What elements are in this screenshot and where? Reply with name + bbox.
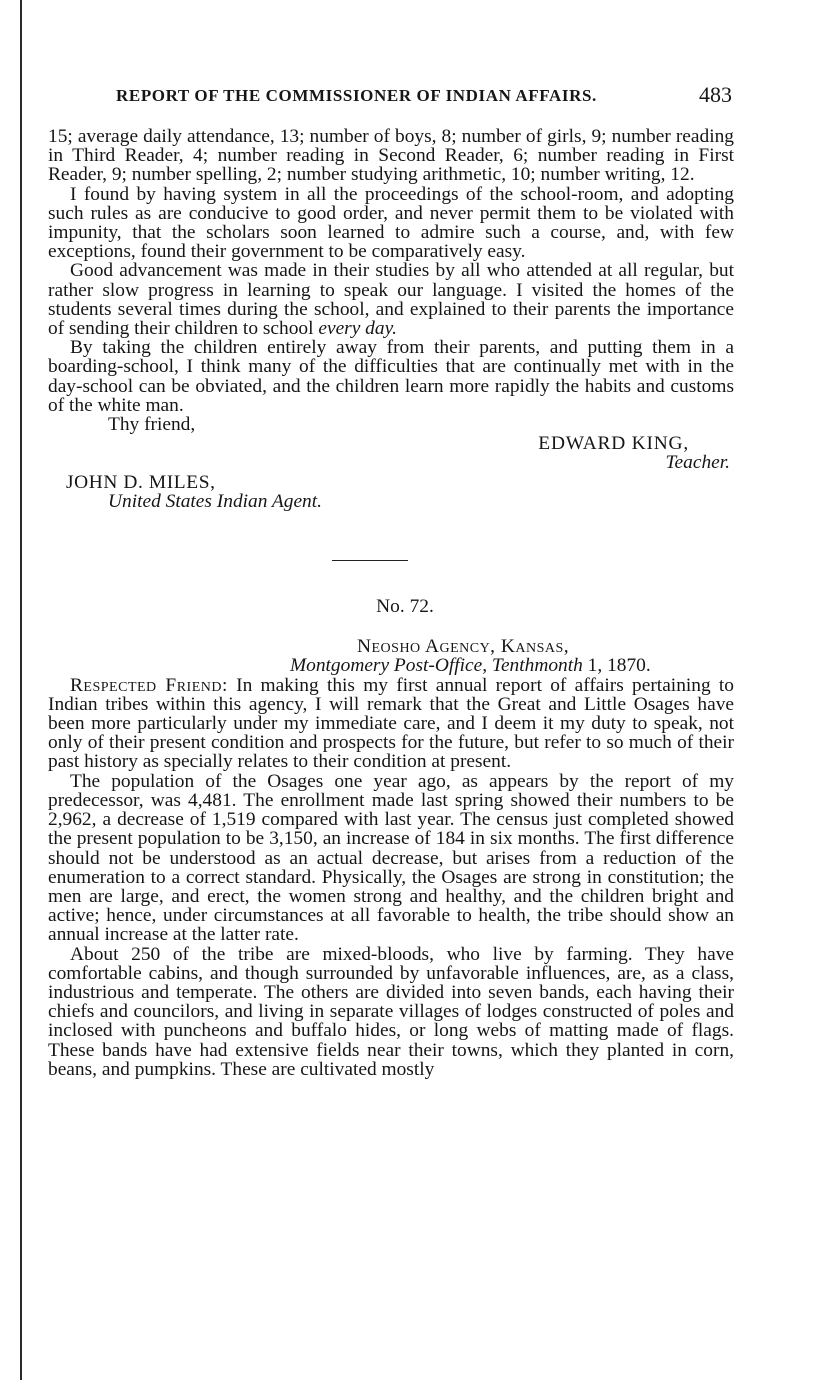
signer-name: EDWARD KING, bbox=[538, 433, 689, 455]
section-separator bbox=[332, 560, 408, 561]
letter1-paragraph-2: I found by having system in all the proceedings of the school-room, and adopting such rules as are conducive to good order, and never permit them to be violated with impunity, that the scholars soon learned to admire such a course, and, with few exceptions, found their government to be comparatively easy. bbox=[48, 183, 734, 263]
page-number: 483 bbox=[699, 82, 732, 107]
running-title: REPORT OF THE COMMISSIONER OF INDIAN AFFAIRS. bbox=[116, 86, 597, 105]
page-body bbox=[48, 127, 734, 1079]
letter2-paragraph-2: The population of the Osages one year ago, as appears by the report of my predecessor, was 4,481. The enrollment made last spring showed their numbers to be 2,962, a decrease of 1,519 compared with last year. The census just completed showed the present population to be 3,150, an increase of 184 in six months. The first difference should not be understood as an actual decrease, but arises from a reduction of the enumeration to a correct standard. Physically, the Osages are strong in constitution; the men are large, and erect, the women strong and healthy, and the children bright and active; hence, under circumstances at all favorable to health, the tribe should show an annual increase at the latter rate. bbox=[48, 770, 734, 946]
letter2-paragraph-1 bbox=[48, 676, 734, 772]
letter2-salutation: Respected Friend: bbox=[70, 674, 228, 696]
letter2-dateline bbox=[290, 656, 734, 675]
letter1-paragraph-4: By taking the children entirely away from their parents, and putting them in a boarding-school, I think many of the difficulties that are continually met with in the day-school can be obviated, and the children learn more rapidly the habits and customs of the white man. bbox=[48, 337, 734, 416]
addressee-title: United States Indian Agent. bbox=[108, 490, 322, 512]
letter1-paragraph-3-text: Good advancement was made in their studies by all who attended at all regular, but rather slow progress in learning to speak our language. I visited the homes of the students several times during the school, and explained to their parents the importance of sending their children to school bbox=[48, 260, 734, 340]
closing-salutation: Thy friend, bbox=[108, 414, 196, 436]
running-header bbox=[116, 82, 736, 112]
dateline-date: 1, 1870. bbox=[587, 655, 651, 677]
letter2-place: Neosho Agency, Kansas, bbox=[357, 636, 570, 658]
document-number: No. 72. bbox=[376, 596, 434, 618]
letter2-paragraph-1-text: In making this my first annual report of affairs pertaining to Indian tribes within this agency, I will remark that the Great and Little Osages have been more particularly under my immediate care, and I deem it my duty to speak, not only of their present condition and prospects for the future, but refer to so much of their past history as specially relates to their condition at present. bbox=[48, 674, 734, 773]
signer-title: Teacher. bbox=[665, 452, 730, 474]
page-edge-rule bbox=[20, 0, 22, 1380]
letter2-paragraph-3: About 250 of the tribe are mixed-bloods, who live by farming. They have comfortable cabins, and though surrounded by unfavorable influences, are, as a class, industrious and temperate. The others are divided into seven bands, each having their chiefs and councilors, and living in separate villages of lodges constructed of poles and inclosed with puncheons and buffalo hides, or long webs of matting made of flags. These bands have had extensive fields near their towns, which they planted in corn, beans, and pumpkins. These are cultivated mostly bbox=[48, 943, 734, 1080]
letter1-paragraph-3 bbox=[48, 261, 734, 338]
addressee-name: JOHN D. MILES, bbox=[66, 471, 216, 493]
letter1-paragraph-1: 15; average daily attendance, 13; number of boys, 8; number of girls, 9; number reading in Third Reader, 4; number reading in Second Reader, 6; number reading in First Reader, 9; number spelling, 2; number studying arithmetic, 10; number writing, 12. bbox=[48, 126, 734, 186]
letter1-emphasis: every day. bbox=[318, 318, 397, 340]
dateline-place: Montgomery Post-Office, Tenthmonth bbox=[290, 655, 583, 677]
